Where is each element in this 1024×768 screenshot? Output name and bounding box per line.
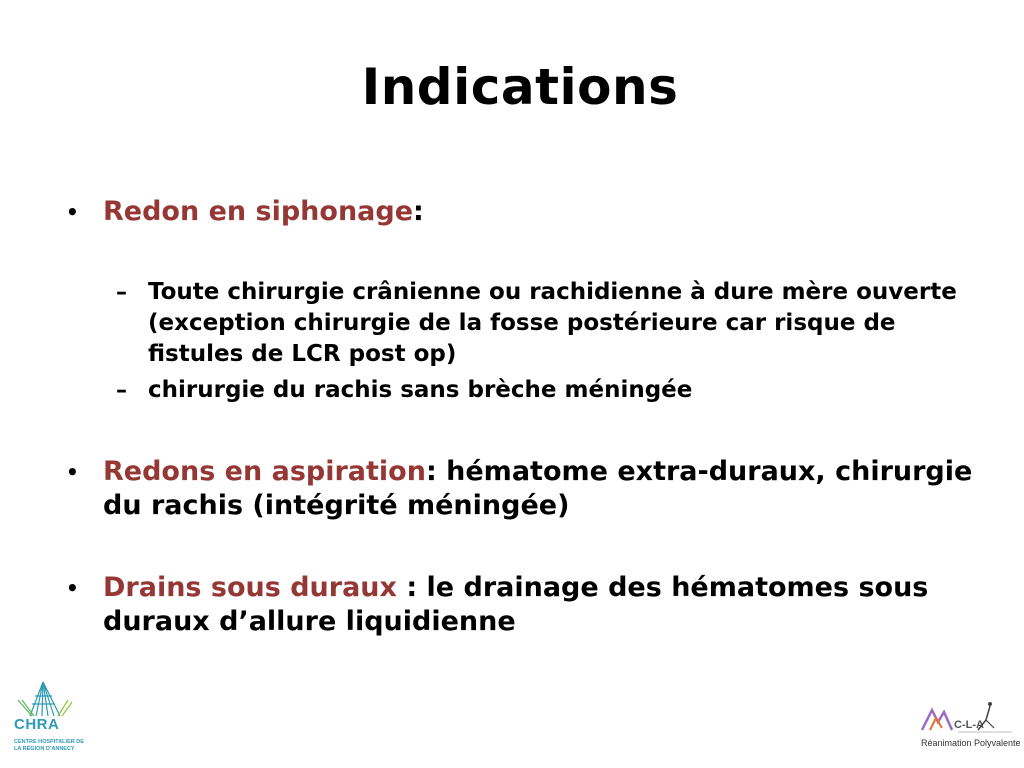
list-item <box>103 455 983 523</box>
bullet-marker: • <box>66 460 79 484</box>
item-text: : hématome extra-duraux, chirurgie du rachis (intégrité méningée) <box>103 456 973 521</box>
chra-logo <box>10 680 82 760</box>
rea-logo-subtitle: Réanimation Polyvalente <box>921 738 1021 748</box>
sub-list-item: Toute chirurgie crânienne ou rachidienne à dure mère ouverte (exception chirurgie de la fosse postérieure car risque de fistules de LCR post op) <box>148 279 957 367</box>
item-text: : le drainage des hématomes sous duraux d’allure liquidienne <box>103 572 929 637</box>
slide-title: Indications <box>361 58 679 116</box>
dash-marker: – <box>116 280 127 305</box>
dash-marker: – <box>116 378 127 403</box>
item-text: : <box>413 196 424 227</box>
chra-logo-mark <box>10 680 82 720</box>
chra-logo-subtitle: CENTRE HOSPITALIER DE LA RÉGION D’ANNECY <box>14 739 84 752</box>
list-item <box>103 571 983 639</box>
list-item <box>103 195 983 229</box>
item-label: Drains sous duraux <box>103 572 407 603</box>
chra-logo-name: CHRA <box>14 716 60 733</box>
rea-logo <box>916 698 1021 758</box>
item-label: Redon en siphonage <box>103 196 414 227</box>
item-label: Redons en aspiration <box>103 456 426 487</box>
rea-logo-text: C-L-A <box>954 719 984 731</box>
bullet-marker: • <box>66 576 79 600</box>
sub-list-item: chirurgie du rachis sans brèche méningée <box>148 377 693 403</box>
bullet-marker: • <box>66 200 79 224</box>
rea-logo-mark <box>916 698 1016 738</box>
